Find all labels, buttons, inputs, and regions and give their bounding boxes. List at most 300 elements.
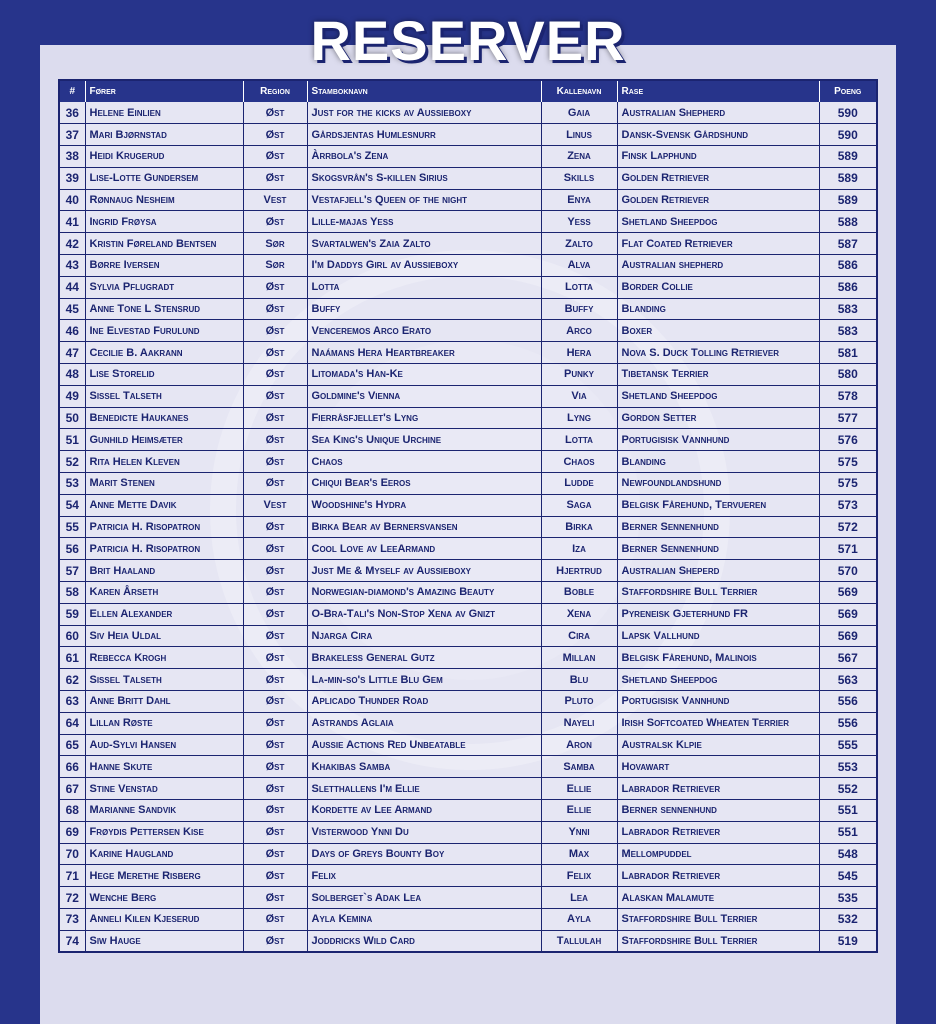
cell-forer: Wenche Berg [85,887,243,909]
cell-forer: Marit Stenen [85,473,243,495]
cell-stamboknavn: Astrands Aglaia [307,712,541,734]
cell-forer: Benedicte Haukanes [85,407,243,429]
cell-num: 48 [59,364,85,386]
table-row [59,385,877,407]
cell-kallenavn: Samba [541,756,617,778]
cell-kallenavn: Lotta [541,276,617,298]
cell-num: 45 [59,298,85,320]
table-row [59,276,877,298]
cell-kallenavn: Yess [541,211,617,233]
cell-forer: Gunhild Heimsæter [85,429,243,451]
cell-kallenavn: Ellie [541,778,617,800]
table-row [59,320,877,342]
cell-kallenavn: Alva [541,255,617,277]
cell-stamboknavn: Khakibas Samba [307,756,541,778]
cell-forer: Siv Heia Uldal [85,625,243,647]
cell-stamboknavn: Visterwood Ynni Du [307,821,541,843]
cell-region: Øst [243,429,307,451]
table-row [59,255,877,277]
cell-kallenavn: Millan [541,647,617,669]
cell-kallenavn: Xena [541,603,617,625]
cell-poeng: 583 [819,320,877,342]
cell-rase: Newfoundlandshund [617,473,819,495]
cell-num: 62 [59,669,85,691]
cell-forer: Ellen Alexander [85,603,243,625]
cell-rase: Hovawart [617,756,819,778]
cell-num: 59 [59,603,85,625]
cell-region: Øst [243,102,307,124]
cell-rase: Flat Coated Retriever [617,233,819,255]
cell-rase: Staffordshire Bull Terrier [617,930,819,952]
cell-rase: Finsk Lapphund [617,146,819,168]
cell-num: 57 [59,560,85,582]
cell-rase: Pyreneisk Gjeterhund FR [617,603,819,625]
cell-poeng: 588 [819,211,877,233]
cell-poeng: 581 [819,342,877,364]
cell-region: Sør [243,255,307,277]
cell-num: 37 [59,124,85,146]
cell-stamboknavn: Birka Bear av Bernersvansen [307,516,541,538]
table-row [59,582,877,604]
cell-num: 47 [59,342,85,364]
cell-kallenavn: Tallulah [541,930,617,952]
cell-rase: Australian shepherd [617,255,819,277]
table-row [59,516,877,538]
cell-stamboknavn: Sletthallens I'm Ellie [307,778,541,800]
table-row [59,189,877,211]
table-row [59,625,877,647]
cell-forer: Rønnaug Nesheim [85,189,243,211]
cell-forer: Brit Haaland [85,560,243,582]
cell-region: Øst [243,407,307,429]
cell-num: 60 [59,625,85,647]
cell-stamboknavn: Cool Love av LeeArmand [307,538,541,560]
table-row [59,146,877,168]
table-row [59,451,877,473]
cell-rase: Shetland Sheepdog [617,669,819,691]
cell-stamboknavn: Lotta [307,276,541,298]
cell-poeng: 535 [819,887,877,909]
cell-rase: Portugisisk Vannhund [617,429,819,451]
cell-stamboknavn: La-min-so's Little Blu Gem [307,669,541,691]
cell-kallenavn: Via [541,385,617,407]
cell-kallenavn: Ynni [541,821,617,843]
cell-num: 44 [59,276,85,298]
cell-forer: Karen Årseth [85,582,243,604]
cell-forer: Cecilie B. Aakrann [85,342,243,364]
header-stamboknavn: Stamboknavn [307,80,541,102]
cell-forer: Lillan Røste [85,712,243,734]
table-row [59,756,877,778]
cell-stamboknavn: I'm Daddys Girl av Aussieboxy [307,255,541,277]
table-row [59,821,877,843]
cell-num: 40 [59,189,85,211]
cell-forer: Sylvia Pflugradt [85,276,243,298]
cell-poeng: 551 [819,821,877,843]
cell-rase: Blanding [617,451,819,473]
cell-num: 66 [59,756,85,778]
table-row [59,538,877,560]
table-row [59,473,877,495]
cell-num: 41 [59,211,85,233]
cell-stamboknavn: Buffy [307,298,541,320]
cell-region: Øst [243,734,307,756]
table-row [59,364,877,386]
cell-stamboknavn: Solberget`s Adak Lea [307,887,541,909]
cell-num: 67 [59,778,85,800]
cell-rase: Berner sennenhund [617,800,819,822]
cell-poeng: 578 [819,385,877,407]
cell-poeng: 590 [819,102,877,124]
header-num: # [59,80,85,102]
cell-kallenavn: Ayla [541,908,617,930]
header-region: Region [243,80,307,102]
cell-poeng: 587 [819,233,877,255]
cell-kallenavn: Zena [541,146,617,168]
table-row [59,560,877,582]
cell-poeng: 577 [819,407,877,429]
cell-stamboknavn: Vestafjell's Queen of the night [307,189,541,211]
cell-kallenavn: Boble [541,582,617,604]
table-row [59,843,877,865]
cell-forer: Ine Elvestad Furulund [85,320,243,342]
cell-kallenavn: Lea [541,887,617,909]
cell-kallenavn: Max [541,843,617,865]
cell-kallenavn: Lyng [541,407,617,429]
cell-stamboknavn: Sea King's Unique Urchine [307,429,541,451]
header-rase: Rase [617,80,819,102]
cell-kallenavn: Arco [541,320,617,342]
cell-kallenavn: Skills [541,167,617,189]
cell-rase: Dansk-Svensk Gårdshund [617,124,819,146]
table-row [59,233,877,255]
table-row [59,647,877,669]
cell-rase: Berner Sennenhund [617,516,819,538]
cell-kallenavn: Birka [541,516,617,538]
table-row [59,908,877,930]
cell-poeng: 563 [819,669,877,691]
cell-poeng: 586 [819,276,877,298]
table-row [59,887,877,909]
cell-region: Øst [243,625,307,647]
cell-num: 56 [59,538,85,560]
cell-stamboknavn: Woodshine's Hydra [307,494,541,516]
cell-rase: Australian Sheperd [617,560,819,582]
cell-stamboknavn: Goldmine's Vienna [307,385,541,407]
cell-region: Øst [243,582,307,604]
cell-forer: Anneli Kilen Kjeserud [85,908,243,930]
cell-rase: Nova S. Duck Tolling Retriever [617,342,819,364]
header-poeng: Poeng [819,80,877,102]
cell-stamboknavn: Chaos [307,451,541,473]
table-row [59,211,877,233]
cell-rase: Irish Softcoated Wheaten Terrier [617,712,819,734]
cell-kallenavn: Iza [541,538,617,560]
cell-poeng: 555 [819,734,877,756]
cell-stamboknavn: Just for the kicks av Aussieboxy [307,102,541,124]
cell-num: 46 [59,320,85,342]
cell-forer: Helene Einlien [85,102,243,124]
cell-rase: Shetland Sheepdog [617,211,819,233]
cell-poeng: 589 [819,189,877,211]
cell-forer: Anne Tone L Stensrud [85,298,243,320]
cell-kallenavn: Aron [541,734,617,756]
cell-poeng: 569 [819,582,877,604]
cell-poeng: 589 [819,146,877,168]
reserve-table [58,79,878,953]
cell-poeng: 553 [819,756,877,778]
cell-num: 69 [59,821,85,843]
cell-rase: Staffordshire Bull Terrier [617,582,819,604]
cell-rase: Golden Retriever [617,189,819,211]
cell-kallenavn: Zalto [541,233,617,255]
cell-stamboknavn: Gårdsjentas Humlesnurr [307,124,541,146]
cell-kallenavn: Hera [541,342,617,364]
cell-stamboknavn: Chiqui Bear's Eeros [307,473,541,495]
cell-stamboknavn: Kordette av Lee Armand [307,800,541,822]
cell-forer: Kristin Føreland Bentsen [85,233,243,255]
cell-region: Øst [243,320,307,342]
cell-poeng: 551 [819,800,877,822]
cell-rase: Shetland Sheepdog [617,385,819,407]
cell-poeng: 573 [819,494,877,516]
cell-region: Øst [243,887,307,909]
cell-rase: Gordon Setter [617,407,819,429]
cell-kallenavn: Enya [541,189,617,211]
cell-poeng: 569 [819,625,877,647]
cell-stamboknavn: Days of Greys Bounty Boy [307,843,541,865]
cell-poeng: 576 [819,429,877,451]
cell-region: Øst [243,538,307,560]
cell-forer: Rita Helen Kleven [85,451,243,473]
table-row [59,429,877,451]
cell-num: 61 [59,647,85,669]
cell-poeng: 548 [819,843,877,865]
table-row [59,712,877,734]
cell-rase: Staffordshire Bull Terrier [617,908,819,930]
cell-region: Øst [243,298,307,320]
cell-stamboknavn: Lille-majas Yess [307,211,541,233]
cell-rase: Blanding [617,298,819,320]
cell-num: 73 [59,908,85,930]
cell-forer: Heidi Krugerud [85,146,243,168]
cell-stamboknavn: Venceremos Arco Erato [307,320,541,342]
cell-poeng: 575 [819,451,877,473]
cell-poeng: 571 [819,538,877,560]
cell-stamboknavn: Aplicado Thunder Road [307,691,541,713]
cell-region: Øst [243,211,307,233]
cell-stamboknavn: Litomada's Han-Ke [307,364,541,386]
table-row [59,930,877,952]
cell-region: Øst [243,167,307,189]
cell-num: 53 [59,473,85,495]
cell-rase: Boxer [617,320,819,342]
cell-rase: Belgisk Fårehund, Malinois [617,647,819,669]
cell-region: Øst [243,276,307,298]
cell-rase: Alaskan Malamute [617,887,819,909]
cell-forer: Mari Bjørnstad [85,124,243,146]
cell-region: Øst [243,364,307,386]
cell-region: Øst [243,146,307,168]
table-row [59,298,877,320]
cell-poeng: 583 [819,298,877,320]
cell-num: 58 [59,582,85,604]
cell-region: Øst [243,473,307,495]
cell-kallenavn: Ludde [541,473,617,495]
cell-rase: Lapsk Vallhund [617,625,819,647]
cell-forer: Marianne Sandvik [85,800,243,822]
cell-stamboknavn: Naámans Hera Heartbreaker [307,342,541,364]
cell-poeng: 572 [819,516,877,538]
header-kallenavn: Kallenavn [541,80,617,102]
cell-num: 54 [59,494,85,516]
cell-num: 50 [59,407,85,429]
cell-rase: Golden Retriever [617,167,819,189]
cell-kallenavn: Gaia [541,102,617,124]
cell-poeng: 532 [819,908,877,930]
cell-stamboknavn: Brakeless General Gutz [307,647,541,669]
cell-rase: Australian Shepherd [617,102,819,124]
cell-region: Øst [243,603,307,625]
cell-num: 38 [59,146,85,168]
cell-region: Øst [243,385,307,407]
cell-poeng: 570 [819,560,877,582]
page-title: RESERVER [310,9,626,72]
cell-poeng: 575 [819,473,877,495]
table-row [59,407,877,429]
cell-region: Øst [243,908,307,930]
table-body [59,102,877,952]
cell-kallenavn: Nayeli [541,712,617,734]
cell-forer: Anne Britt Dahl [85,691,243,713]
cell-poeng: 580 [819,364,877,386]
cell-kallenavn: Hjertrud [541,560,617,582]
cell-forer: Lise-Lotte Gundersem [85,167,243,189]
cell-rase: Labrador Retriever [617,865,819,887]
table-row [59,669,877,691]
cell-rase: Mellompuddel [617,843,819,865]
cell-stamboknavn: Norwegian-diamond's Amazing Beauty [307,582,541,604]
cell-forer: Patricia H. Risopatron [85,538,243,560]
cell-region: Øst [243,342,307,364]
cell-rase: Labrador Retriever [617,821,819,843]
cell-forer: Rebecca Krogh [85,647,243,669]
cell-region: Vest [243,189,307,211]
cell-num: 51 [59,429,85,451]
cell-num: 39 [59,167,85,189]
cell-poeng: 586 [819,255,877,277]
cell-num: 36 [59,102,85,124]
cell-stamboknavn: Njarga Cira [307,625,541,647]
cell-poeng: 590 [819,124,877,146]
cell-region: Øst [243,778,307,800]
cell-region: Øst [243,756,307,778]
cell-forer: Frøydis Pettersen Kise [85,821,243,843]
cell-forer: Anne Mette Davik [85,494,243,516]
cell-region: Øst [243,691,307,713]
cell-poeng: 567 [819,647,877,669]
cell-stamboknavn: Ayla Kemina [307,908,541,930]
table-row [59,800,877,822]
cell-kallenavn: Ellie [541,800,617,822]
cell-num: 65 [59,734,85,756]
table-row [59,603,877,625]
cell-region: Vest [243,494,307,516]
table-row [59,102,877,124]
cell-stamboknavn: Joddricks Wild Card [307,930,541,952]
cell-num: 63 [59,691,85,713]
cell-kallenavn: Chaos [541,451,617,473]
cell-poeng: 552 [819,778,877,800]
cell-forer: Patricia H. Risopatron [85,516,243,538]
cell-rase: Portugisisk Vannhund [617,691,819,713]
cell-kallenavn: Saga [541,494,617,516]
cell-forer: Lise Storelid [85,364,243,386]
cell-region: Øst [243,843,307,865]
cell-region: Øst [243,821,307,843]
cell-region: Øst [243,669,307,691]
cell-stamboknavn: O-Bra-Tali's Non-Stop Xena av Gnizt [307,603,541,625]
cell-region: Øst [243,516,307,538]
cell-kallenavn: Buffy [541,298,617,320]
cell-stamboknavn: Just Me & Myself av Aussieboxy [307,560,541,582]
cell-num: 64 [59,712,85,734]
cell-num: 70 [59,843,85,865]
table-row [59,734,877,756]
cell-kallenavn: Pluto [541,691,617,713]
cell-forer: Stine Venstad [85,778,243,800]
cell-poeng: 569 [819,603,877,625]
cell-forer: Aud-Sylvi Hansen [85,734,243,756]
cell-forer: Ingrid Frøysa [85,211,243,233]
cell-num: 72 [59,887,85,909]
cell-rase: Labrador Retriever [617,778,819,800]
cell-num: 42 [59,233,85,255]
cell-region: Øst [243,451,307,473]
cell-kallenavn: Felix [541,865,617,887]
cell-num: 74 [59,930,85,952]
header-forer: Fører [85,80,243,102]
cell-region: Øst [243,560,307,582]
cell-region: Øst [243,930,307,952]
cell-stamboknavn: Svartalwen's Zaia Zalto [307,233,541,255]
cell-stamboknavn: Fierråsfjellet's Lyng [307,407,541,429]
table-row [59,778,877,800]
cell-region: Øst [243,800,307,822]
cell-kallenavn: Lotta [541,429,617,451]
cell-kallenavn: Blu [541,669,617,691]
table-row [59,691,877,713]
table-row [59,865,877,887]
cell-stamboknavn: Felix [307,865,541,887]
cell-forer: Hanne Skute [85,756,243,778]
cell-region: Øst [243,647,307,669]
table-row [59,494,877,516]
cell-rase: Australsk Klpie [617,734,819,756]
cell-region: Øst [243,712,307,734]
cell-poeng: 545 [819,865,877,887]
table-row [59,342,877,364]
cell-forer: Karine Haugland [85,843,243,865]
cell-rase: Border Collie [617,276,819,298]
table-header-row [59,80,877,102]
cell-rase: Belgisk Fårehund, Tervueren [617,494,819,516]
cell-num: 49 [59,385,85,407]
cell-forer: Hege Merethe Risberg [85,865,243,887]
cell-poeng: 589 [819,167,877,189]
cell-num: 55 [59,516,85,538]
cell-forer: Siw Hauge [85,930,243,952]
